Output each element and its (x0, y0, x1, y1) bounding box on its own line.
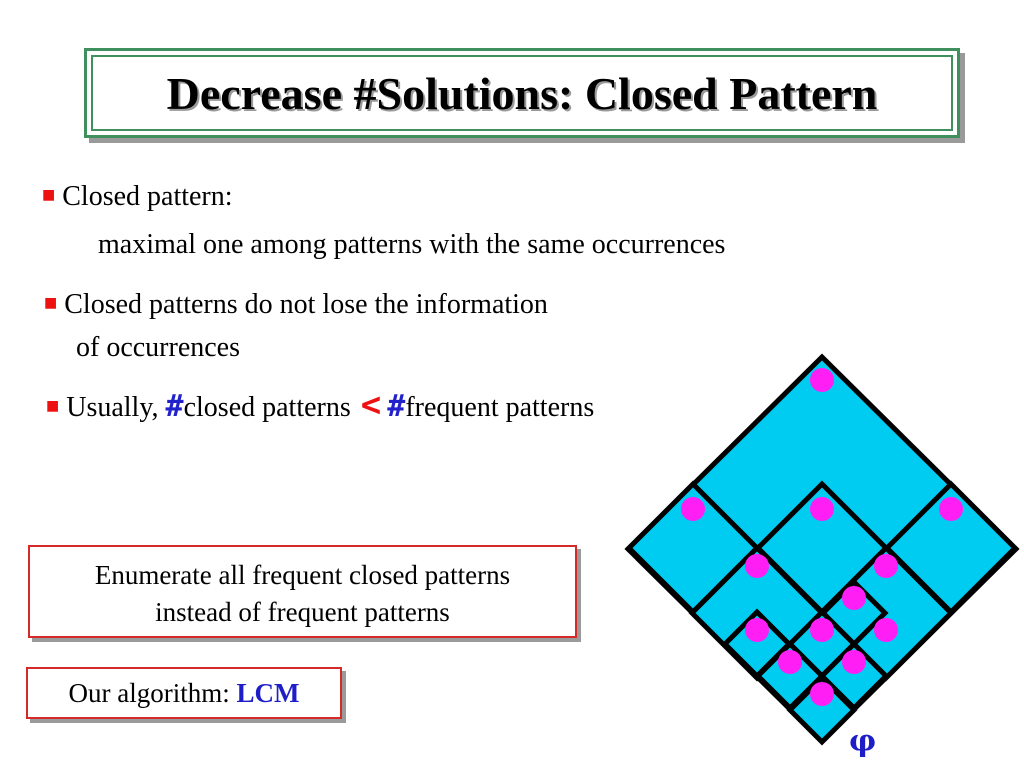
algorithm-name: LCM (236, 678, 300, 708)
closed-patterns-text: closed patterns (183, 392, 351, 423)
lattice-node (874, 554, 898, 578)
lattice-node (810, 497, 834, 521)
lattice-node (842, 586, 866, 610)
lattice-node (939, 497, 963, 521)
bullet-icon: ■ (44, 295, 58, 311)
empty-set-label: φ (849, 724, 877, 759)
usually-text: Usually, (66, 392, 166, 423)
lattice-node (745, 618, 769, 642)
frequent-patterns-text: frequent patterns (405, 392, 595, 423)
bullet-text: Closed pattern: (62, 181, 233, 212)
enumerate-line-1: Enumerate all frequent closed patterns (94, 560, 511, 590)
less-than-symbol: < (360, 385, 382, 425)
lattice-node (842, 650, 866, 674)
closed-pattern-definition: maximal one among patterns with the same occurrences (98, 229, 726, 260)
enumerate-line-2: instead of frequent patterns (155, 597, 450, 627)
bullet-text: Closed patterns do not lose the information (64, 289, 548, 320)
hash-symbol: # (387, 389, 406, 424)
lattice-node (745, 554, 769, 578)
lattice-node (810, 368, 834, 392)
algorithm-label: Our algorithm: (68, 678, 237, 708)
lattice-node (681, 497, 705, 521)
slide-title: Decrease #Solutions: Closed Pattern (166, 67, 878, 119)
lattice-node (810, 682, 834, 706)
hash-symbol: # (165, 389, 184, 424)
bullet-icon: ■ (42, 187, 56, 203)
lattice-node (874, 618, 898, 642)
bullet-icon: ■ (46, 398, 60, 414)
bullet-information-cont: of occurrences (76, 332, 241, 363)
lattice-node (810, 618, 834, 642)
lattice-node (778, 650, 802, 674)
